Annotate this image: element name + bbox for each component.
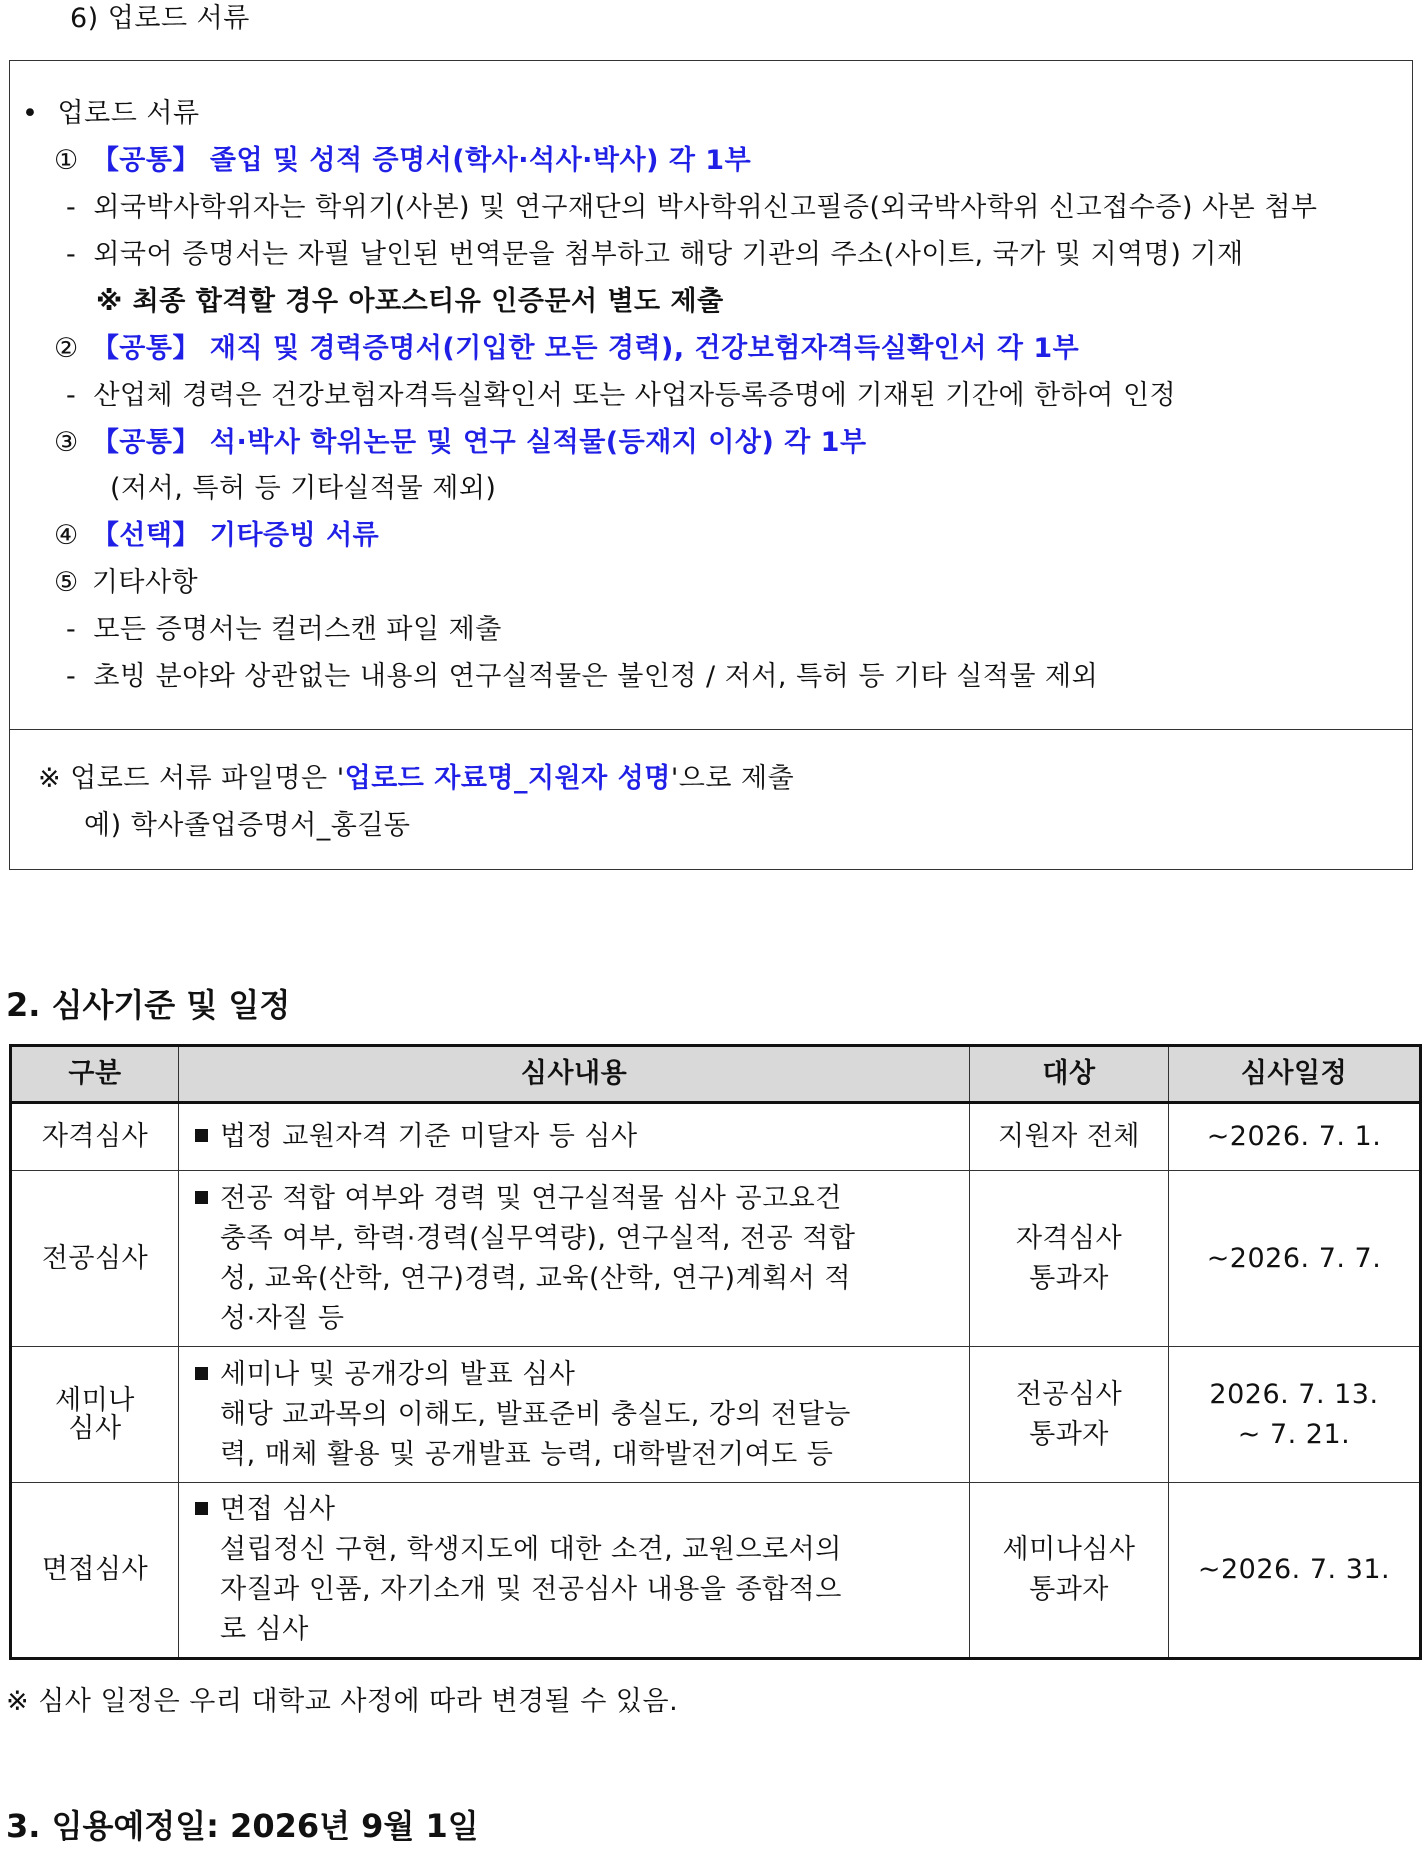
filename-example: 예) 학사졸업증명서_홍길동: [84, 810, 411, 841]
row-content: [179, 1347, 970, 1483]
row-target: [970, 1171, 1169, 1347]
target-line: 전공심사: [1015, 1378, 1123, 1410]
table-row: [11, 1347, 1421, 1483]
square-bullet-icon: [195, 1367, 208, 1380]
category-line: 심사: [68, 1412, 122, 1444]
table-header-row: [11, 1046, 1421, 1103]
table-row: [11, 1483, 1421, 1659]
item-number: ③: [54, 427, 79, 458]
upload-documents-box: [9, 60, 1413, 870]
square-bullet-icon: [195, 1191, 208, 1204]
upload-item-1-detail-2: [66, 239, 1244, 271]
upload-item-1: [54, 145, 751, 177]
row-category: 면접심사: [11, 1483, 179, 1659]
section-2-heading: 2. 심사기준 및 일정: [6, 986, 291, 1024]
filename-note-highlight: 업로드 자료명_지원자 성명: [344, 763, 671, 794]
upload-item-5: [54, 567, 198, 599]
item-text: 【선택】 기타증빙 서류: [91, 520, 380, 551]
filename-note-prefix: ※ 업로드 서류 파일명은 ': [38, 763, 345, 794]
schedule-footnote: ※ 심사 일정은 우리 대학교 사정에 따라 변경될 수 있음.: [6, 1686, 679, 1717]
upload-item-5-detail-1: [66, 614, 502, 646]
upload-item-1-detail-1: [66, 192, 1318, 224]
table-row: [11, 1103, 1421, 1171]
row-category: 전공심사: [11, 1171, 179, 1347]
row-target: [970, 1483, 1169, 1659]
row-content: [179, 1171, 970, 1347]
upload-item-2-detail: [66, 380, 1176, 412]
detail-text: 외국박사학위자는 학위기(사본) 및 연구재단의 박사학위신고필증(외국박사학위 신고접수증) 사본 첨부: [93, 192, 1318, 223]
upload-bullet: [22, 98, 200, 130]
header-category: 구분: [11, 1046, 179, 1103]
item-text: 【공통】 졸업 및 성적 증명서(학사·석사·박사) 각 1부: [91, 145, 752, 176]
content-line: 설립정신 구현, 학생지도에 대한 소견, 교원으로서의: [220, 1534, 842, 1565]
bullet-dot: •: [22, 98, 39, 129]
target-line: 통과자: [1029, 1418, 1109, 1450]
content-line: 자질과 인품, 자기소개 및 전공심사 내용을 종합적으: [220, 1574, 842, 1605]
row-schedule: ~2026. 7. 1.: [1169, 1103, 1421, 1171]
schedule-table: [9, 1044, 1422, 1660]
content-line: 해당 교과목의 이해도, 발표준비 충실도, 강의 전달능: [220, 1398, 851, 1430]
row-category: 자격심사: [11, 1103, 179, 1171]
target-line: 자격심사: [1015, 1222, 1123, 1254]
content-line: 로 심사: [220, 1614, 309, 1645]
schedule-line: ~ 7. 21.: [1237, 1418, 1351, 1450]
target-line: 통과자: [1029, 1574, 1109, 1605]
content-line: 법정 교원자격 기준 미달자 등 심사: [220, 1121, 638, 1152]
content-line: 성, 교육(산학, 연구)경력, 교육(산학, 연구)계획서 적: [220, 1262, 851, 1294]
detail-text: 초빙 분야와 상관없는 내용의 연구실적물은 불인정 / 저서, 특허 등 기타 실적물 제외: [93, 661, 1099, 692]
header-target: 대상: [970, 1046, 1169, 1103]
dash: -: [66, 614, 77, 645]
row-schedule: ~2026. 7. 7.: [1169, 1171, 1421, 1347]
row-content: [179, 1103, 970, 1171]
header-schedule: 심사일정: [1169, 1046, 1421, 1103]
dash: -: [66, 239, 77, 270]
upload-section-heading: 6) 업로드 서류: [70, 3, 250, 34]
detail-text: 외국어 증명서는 자필 날인된 번역문을 첨부하고 해당 기관의 주소(사이트, 국가 및 지역명) 기재: [93, 239, 1244, 270]
row-category: [11, 1347, 179, 1483]
header-content: 심사내용: [179, 1046, 970, 1103]
upload-bullet-title: 업로드 서류: [57, 98, 200, 129]
filename-note-suffix: '으로 제출: [670, 763, 795, 794]
upload-item-5-detail-2: [66, 661, 1098, 693]
row-target: 지원자 전체: [970, 1103, 1169, 1171]
square-bullet-icon: [195, 1129, 208, 1142]
item-text: 【공통】 석·박사 학위논문 및 연구 실적물(등재지 이상) 각 1부: [91, 427, 867, 458]
row-schedule: [1169, 1347, 1421, 1483]
upload-item-3-sub: (저서, 특허 등 기타실적물 제외): [110, 473, 497, 504]
square-bullet-icon: [195, 1502, 208, 1515]
item-number: ①: [54, 145, 79, 176]
item-text: 기타사항: [91, 567, 199, 598]
upload-box-divider: [9, 729, 1413, 730]
dash: -: [66, 192, 77, 223]
content-line: 전공 적합 여부와 경력 및 연구실적물 심사 공고요건: [220, 1182, 842, 1214]
target-line: 세미나심사: [1002, 1534, 1136, 1565]
category-line: 세미나: [55, 1384, 135, 1416]
detail-text: 산업체 경력은 건강보험자격득실확인서 또는 사업자등록증명에 기재된 기간에 한하여 인정: [93, 380, 1177, 411]
apostille-note: ※ 최종 합격할 경우 아포스티유 인증문서 별도 제출: [96, 286, 724, 317]
content-line: 충족 여부, 학력·경력(실무역량), 연구실적, 전공 적합: [220, 1222, 856, 1254]
dash: -: [66, 380, 77, 411]
item-text: 【공통】 재직 및 경력증명서(기입한 모든 경력), 건강보험자격득실확인서 각 1부: [91, 333, 1080, 364]
target-line: 통과자: [1029, 1262, 1109, 1294]
content-line: 성·자질 등: [220, 1302, 345, 1334]
content-line: 면접 심사: [220, 1494, 336, 1525]
row-content: [179, 1483, 970, 1659]
upload-item-4: [54, 520, 379, 552]
upload-item-3: [54, 427, 867, 459]
row-schedule: ~2026. 7. 31.: [1169, 1483, 1421, 1659]
item-number: ⑤: [54, 567, 79, 598]
content-line: 력, 매체 활용 및 공개발표 능력, 대학발전기여도 등: [220, 1438, 834, 1470]
content-line: 세미나 및 공개강의 발표 심사: [220, 1358, 576, 1390]
item-number: ④: [54, 520, 79, 551]
filename-note: [38, 763, 794, 795]
table-row: [11, 1171, 1421, 1347]
schedule-line: 2026. 7. 13.: [1209, 1378, 1379, 1410]
detail-text: 모든 증명서는 컬러스캔 파일 제출: [93, 614, 502, 645]
row-target: [970, 1347, 1169, 1483]
item-number: ②: [54, 333, 79, 364]
upload-item-2: [54, 333, 1079, 365]
section-3-heading: 3. 임용예정일: 2026년 9월 1일: [6, 1807, 479, 1845]
dash: -: [66, 661, 77, 692]
